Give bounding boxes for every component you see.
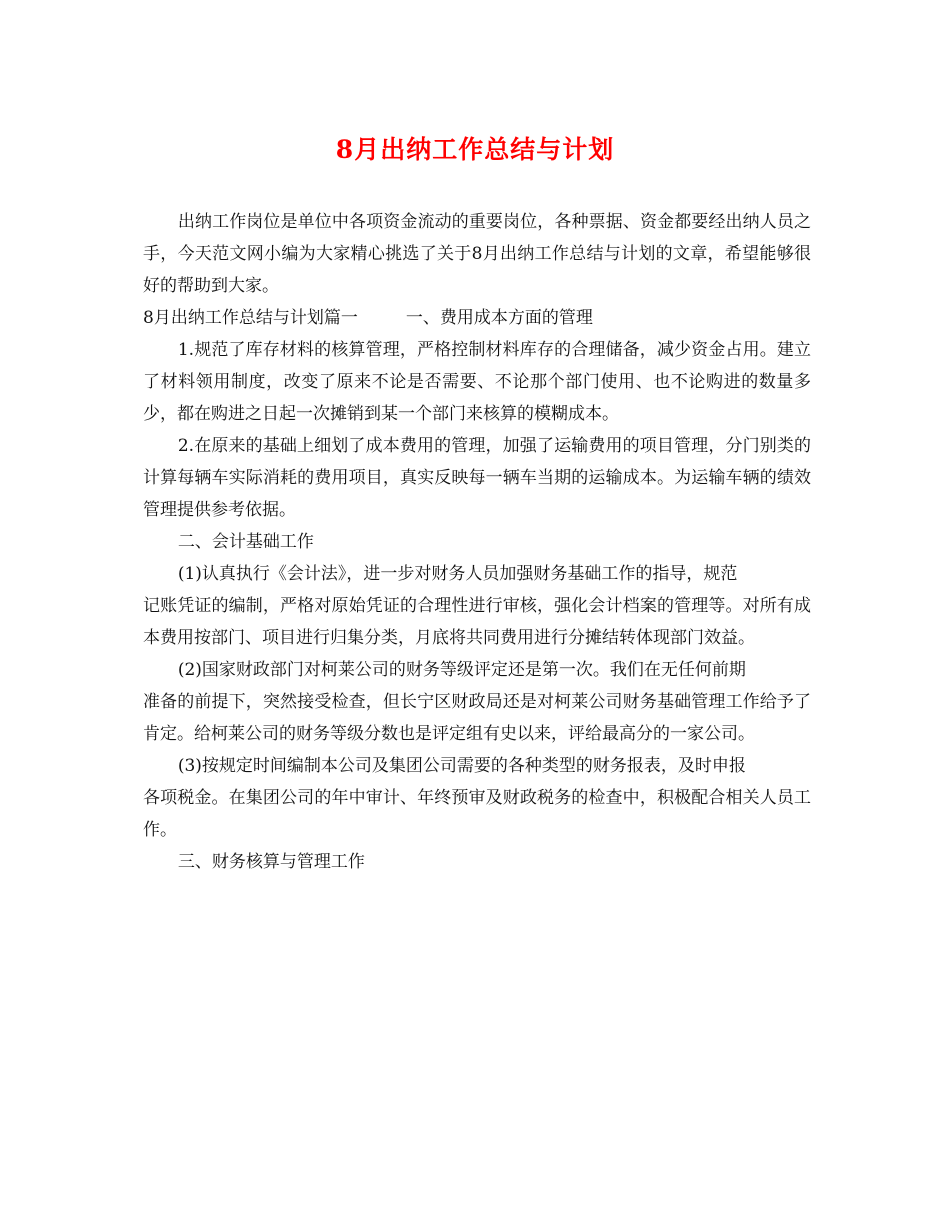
subitem-3-paragraph [143, 750, 811, 846]
part1-section-title: 一、费用成本方面的管理 [405, 308, 593, 328]
part1-title: 8月出纳工作总结与计划篇一 [143, 308, 358, 328]
document-title: 8月出纳工作总结与计划 [335, 135, 615, 164]
section-2-heading: 二、会计基础工作 [177, 532, 314, 552]
subitem-1-first-line: (1)认真执行《会计法》，进一步对财务人员加强财务基础工作的指导，规范 [177, 564, 738, 584]
subitem-2-paragraph [143, 654, 811, 750]
document-body [143, 206, 811, 878]
subitem-1-paragraph [143, 558, 811, 654]
section-3-heading: 三、财务核算与管理工作 [177, 852, 365, 872]
item-2-paragraph: 2.在原来的基础上细划了成本费用的管理，加强了运输费用的项目管理，分门别类的计算每辆车实际消耗的费用项目，真实反映每一辆车当期的运输成本。为运输车辆的绩效管理提供参考依据。 [143, 436, 811, 520]
subitem-2-rest: 准备的前提下，突然接受检查，但长宁区财政局还是对柯莱公司财务基础管理工作给予了肯定。给柯莱公司的财务等级分数也是评定组有史以来，评给最高分的一家公司。 [143, 692, 811, 744]
subitem-1-rest: 记账凭证的编制，严格对原始凭证的合理性进行审核，强化会计档案的管理等。对所有成本费用按部门、项目进行归集分类，月底将共同费用进行分摊结转体现部门效益。 [143, 596, 811, 648]
subitem-3-rest: 各项税金。在集团公司的年中审计、年终预审及财政税务的检查中，积极配合相关人员工作。 [143, 788, 811, 840]
part1-heading [143, 302, 811, 334]
intro-paragraph: 出纳工作岗位是单位中各项资金流动的重要岗位，各种票据、资金都要经出纳人员之手，今天范文网小编为大家精心挑选了关于8月出纳工作总结与计划的文章，希望能够很好的帮助到大家。 [143, 212, 811, 296]
subitem-3-first-line: (3)按规定时间编制本公司及集团公司需要的各种类型的财务报表，及时申报 [177, 756, 746, 776]
subitem-2-first-line: (2)国家财政部门对柯莱公司的财务等级评定还是第一次。我们在无任何前期 [177, 660, 746, 680]
item-1-paragraph: 1.规范了库存材料的核算管理，严格控制材料库存的合理储备，减少资金占用。建立了材料领用制度，改变了原来不论是否需要、不论那个部门使用、也不论购进的数量多少，都在购进之日起一次摊销到某一个部门来核算的模糊成本。 [143, 340, 811, 424]
